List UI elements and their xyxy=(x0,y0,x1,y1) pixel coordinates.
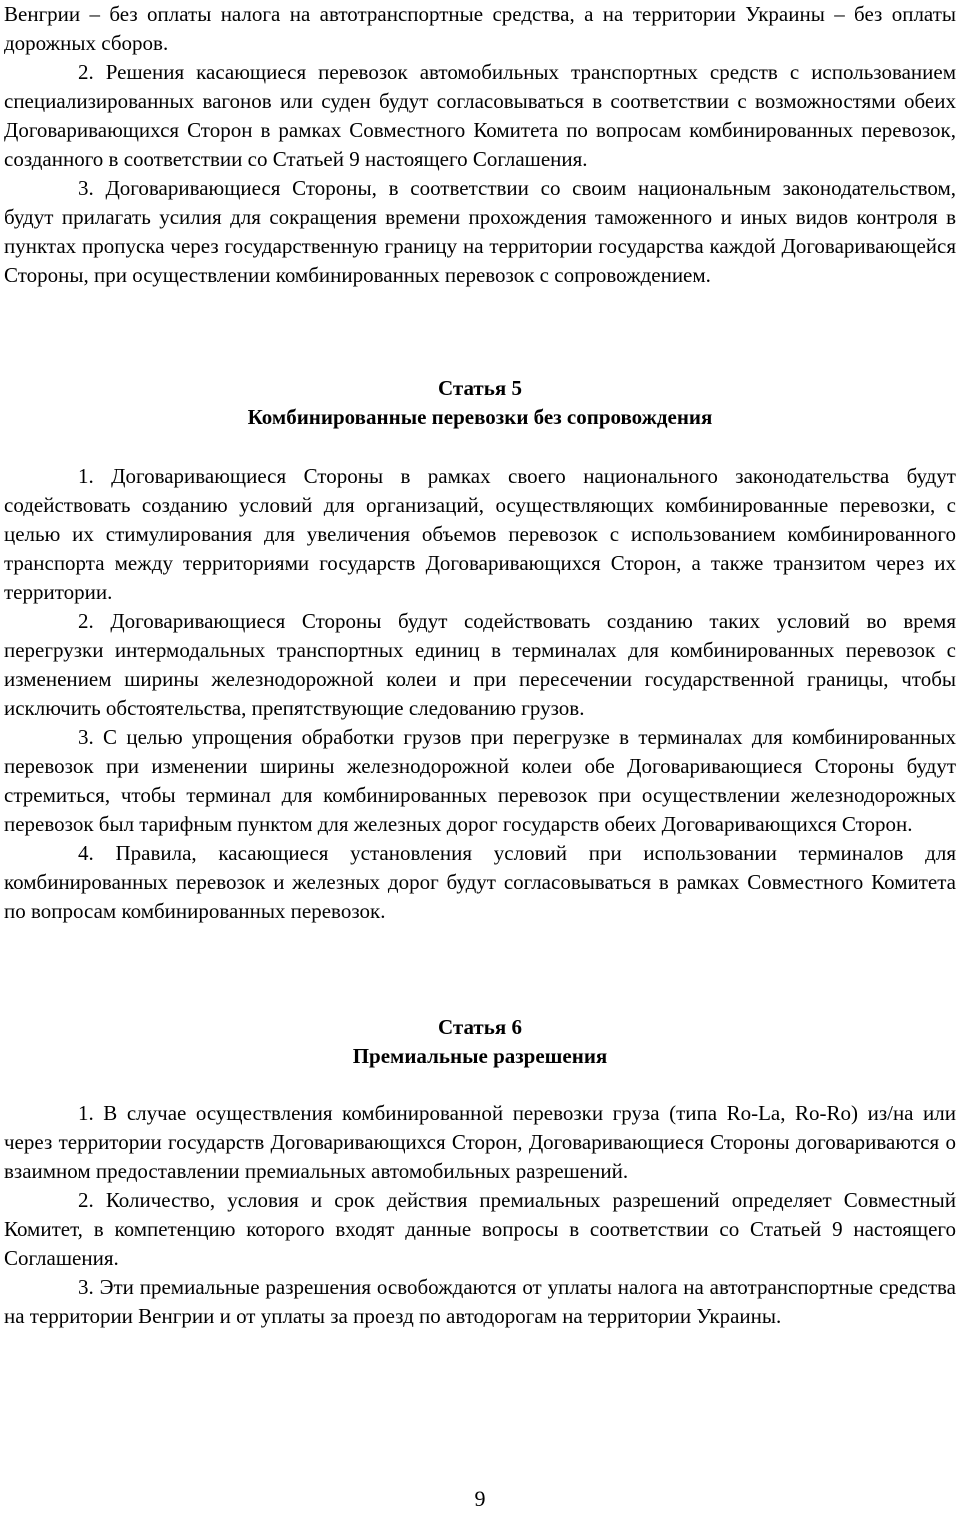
paragraph-3-top: 3. Договаривающиеся Стороны, в соответствии со своим национальным законодательством, будут прилагать усилия для сокращения времени прохождения таможенного и иных видов контроля в пунктах пропуска через государственную границу на территории государства каждой Договаривающейся Стороны, при осуществлении комбинированных перевозок с сопровождением. xyxy=(4,176,956,287)
article5-number: Статья 5 xyxy=(438,376,522,400)
article6-number: Статья 6 xyxy=(438,1015,522,1039)
page-number: 9 xyxy=(474,1486,486,1511)
article5-body xyxy=(4,462,956,926)
paragraph-2-top: 2. Решения касающиеся перевозок автомобильных транспортных средств с использованием специализированных вагонов или суден будут согласовываться в соответствии с возможностями обеих Договаривающихся Сторон в рамках Совместного Комитета по вопросам комбинированных перевозок, созданного в соответствии со Статьей 9 настоящего Соглашения. xyxy=(4,60,956,171)
article5-paragraph-2: 2. Договаривающиеся Стороны будут содействовать созданию таких условий во время перегрузки интермодальных транспортных единиц в терминалах для комбинированных перевозок с изменением ширины железнодорожной колеи и при пересечении государственной границы, чтобы исключить обстоятельства, препятствующие следованию грузов. xyxy=(4,609,956,720)
article5-paragraph-1: 1. Договаривающиеся Стороны в рамках своего национального законодательства будут содействовать созданию условий для организаций, осуществляющих комбинированные перевозки, с целью их стимулирования для увеличения объемов перевозок с использованием комбинированного транспорта между территориями государств Договаривающихся Сторон, а также транзитом через их территории. xyxy=(4,464,956,604)
article6-title: Премиальные разрешения xyxy=(352,1044,608,1068)
article6-body xyxy=(4,1099,956,1331)
article6-paragraph-2: 2. Количество, условия и срок действия премиальных разрешений определяет Совместный Комитет, в компетенцию которого входят данные вопросы в соответствии со Статьей 9 настоящего Соглашения. xyxy=(4,1188,956,1270)
continuation-paragraph: Венгрии – без оплаты налога на автотранспортные средства, а на территории Украины – без оплаты дорожных сборов. xyxy=(4,2,956,55)
article5-title: Комбинированные перевозки без сопровождения xyxy=(247,405,713,429)
top-text-block xyxy=(4,0,956,290)
article6-paragraph-1: 1. В случае осуществления комбинированной перевозки груза (типа Ro-La, Ro-Ro) из/на или через территории государств Договаривающихся Сторон, Договаривающиеся Стороны договариваются о взаимном предоставлении премиальных автомобильных разрешений. xyxy=(4,1101,956,1183)
article5-paragraph-4: 4. Правила, касающиеся установления условий при использовании терминалов для комбинированных перевозок и железных дорог будут согласовываться в рамках Совместного Комитета по вопросам комбинированных перевозок. xyxy=(4,841,956,923)
article5-paragraph-3: 3. С целью упрощения обработки грузов при перегрузке в терминалах для комбинированных перевозок при изменении ширины железнодорожной колеи обе Договаривающиеся Стороны будут стремиться, чтобы терминал для комбинированных перевозок при осуществлении железнодорожных перевозок был тарифным пунктом для железных дорог государств обеих Договаривающихся Сторон. xyxy=(4,725,956,836)
article6-paragraph-3: 3. Эти премиальные разрешения освобождаются от уплаты налога на автотранспортные средства на территории Венгрии и от уплаты за проезд по автодорогам на территории Украины. xyxy=(4,1275,956,1328)
